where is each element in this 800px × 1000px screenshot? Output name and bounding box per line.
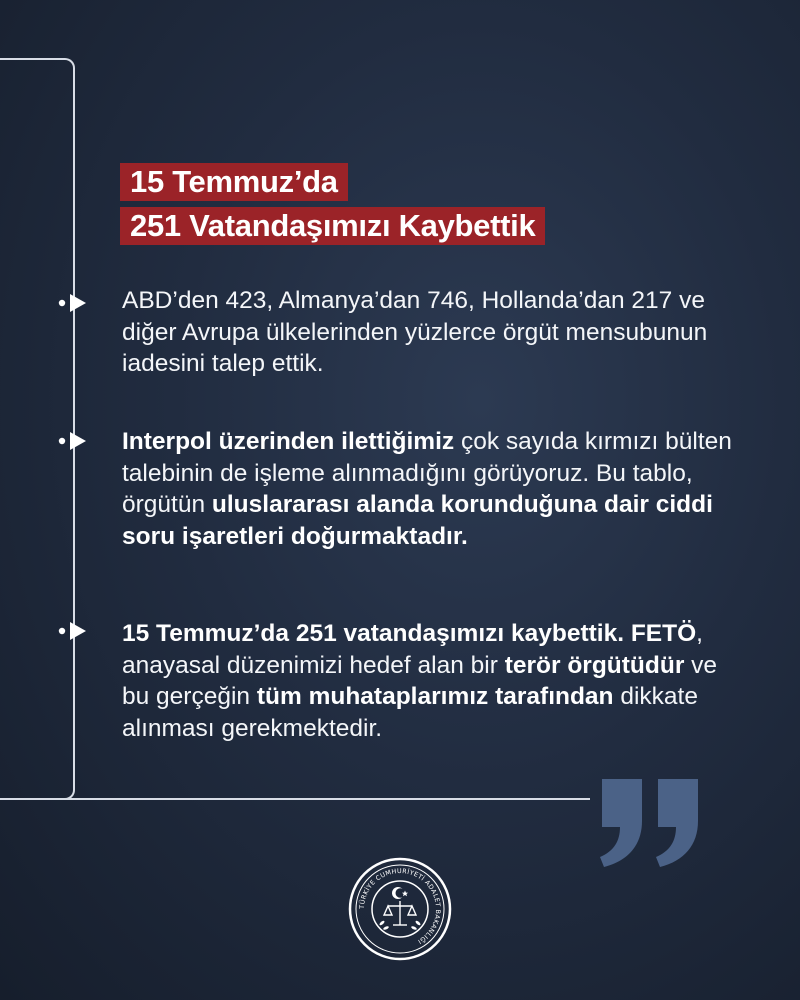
decorative-frame	[0, 58, 75, 800]
arrow-bullet-icon	[56, 292, 90, 314]
seal-text: TÜRKİYE CUMHURİYETİ ADALET BAKANLIĞI	[357, 866, 443, 946]
paragraph-1-text: ABD’den 423, Almanya’dan 746, Hollanda’dan 217 ve diğer Avrupa ülkelerinden yüzlerce örgüt mensubunun iadesini talep ettik.	[122, 287, 708, 377]
paragraph-3	[122, 618, 742, 744]
paragraph-3-text-2: ve bu gerçeğin	[122, 651, 718, 710]
paragraph-2-text-1: çok sayıda kırmızı bülten talebinin de işleme alınmadığını görüyoruz. Bu tablo, örgütün	[122, 428, 732, 518]
paragraph-3-bold-1: 15 Temmuz’da 251 vatandaşımızı kaybettik.	[122, 620, 625, 647]
paragraph-2	[122, 426, 742, 552]
title-line-2: 251 Vatandaşımızı Kaybettik	[120, 207, 545, 245]
paragraph-2-bold-1: Interpol üzerinden ilettiğimiz	[122, 428, 455, 455]
title-line-1: 15 Temmuz’da	[120, 163, 348, 201]
paragraph-3-text-3: dikkate alınması gerekmektedir.	[122, 683, 698, 742]
paragraph-3-bold-feto: FETÖ	[630, 620, 697, 647]
frame-bottom-line	[60, 798, 590, 800]
paragraph-3-bold-3: tüm muhataplarımız tarafından	[256, 683, 614, 710]
arrow-bullet-icon	[56, 620, 90, 642]
paragraph-1	[122, 285, 742, 380]
ministry-seal-logo	[348, 857, 452, 961]
paragraph-3-space	[624, 620, 631, 647]
paragraph-3-bold-2: terör örgütüdür	[504, 651, 685, 679]
paragraph-3-text-1: , anayasal düzenimizi hedef alan bir	[122, 620, 703, 679]
paragraph-2-bold-2: uluslararası alanda korunduğuna dair ciddi soru işaretleri doğurmaktadır.	[122, 491, 713, 550]
arrow-bullet-icon	[56, 430, 90, 452]
closing-quote-icon	[596, 775, 706, 870]
